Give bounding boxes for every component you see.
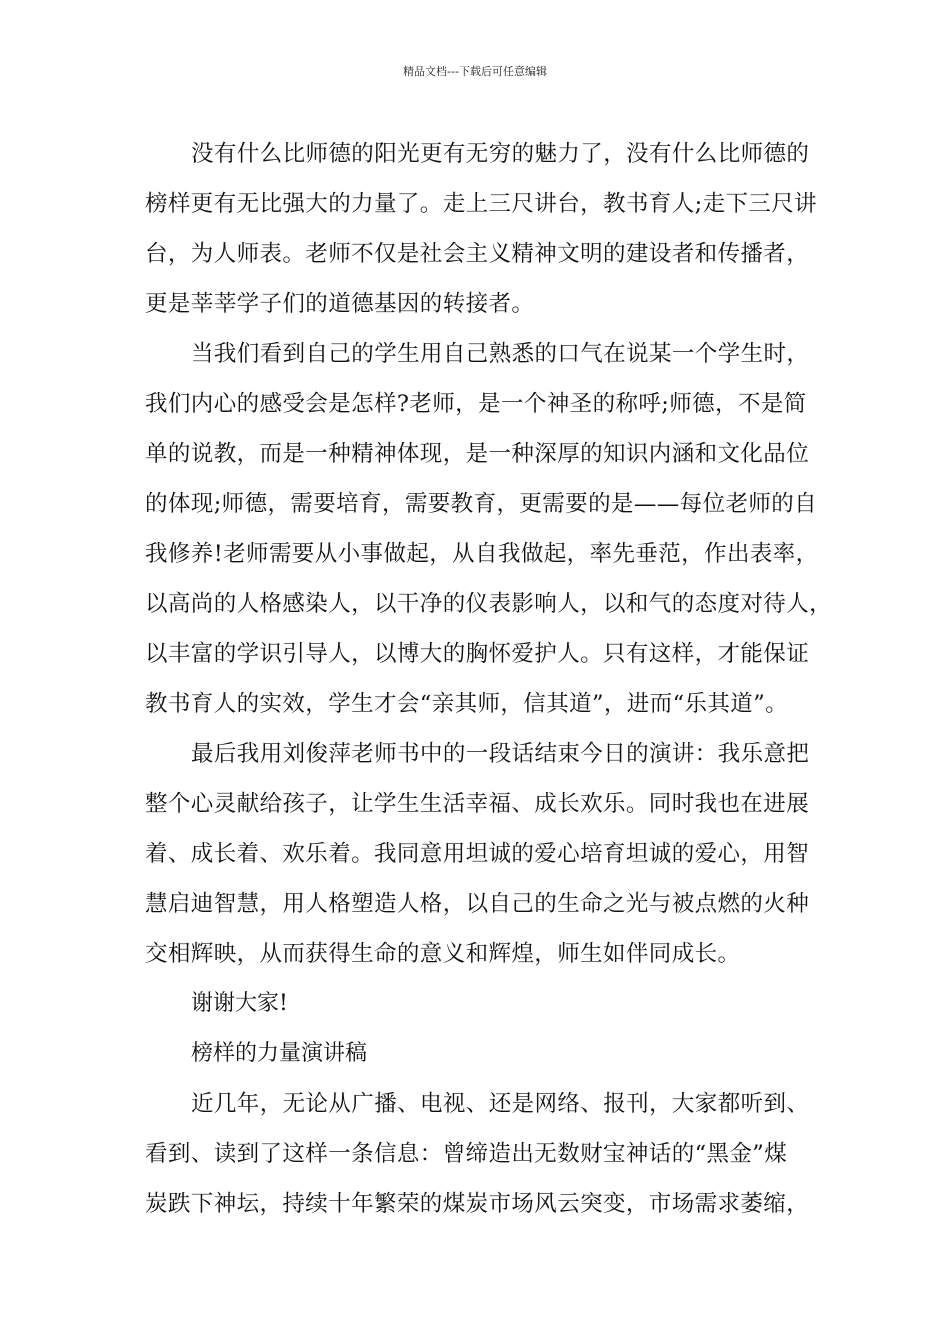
paragraph-1: [145, 129, 827, 329]
paragraph-2: [145, 329, 833, 729]
paragraph-line: 当我们看到自己的学生用自己熟悉的口气在说某一个学生时，: [191, 341, 810, 367]
paragraph-line: 我修养!老师需要从小事做起，从自我做起，率先垂范，作出表率，: [145, 541, 819, 567]
speech-title: 榜样的力量演讲稿: [191, 1041, 368, 1066]
paragraph-line: 教书育人的实效，学生才会“亲其师，信其道”，进而“乐其道”。: [145, 691, 789, 717]
paragraph-line: 我们内心的感受会是怎样?老师，是一个神圣的称呼;师德，不是简: [145, 391, 807, 417]
document-body: [145, 129, 833, 1229]
paragraph-line: 整个心灵献给孩子，让学生生活幸福、成长欢乐。同时我也在进展: [145, 791, 810, 817]
paragraph-line: 以高尚的人格感染人，以干净的仪表影响人，以和气的态度对待人，: [145, 591, 833, 617]
paragraph-line: 交相辉映，从而获得生命的意义和辉煌，师生如伴同成长。: [145, 941, 741, 967]
paragraph-4: [145, 1079, 827, 1229]
paragraph-line: 台，为人师表。老师不仅是社会主义精神文明的建设者和传播者，: [145, 241, 810, 267]
page-header: 精品文档---下载后可任意编辑: [403, 65, 547, 78]
paragraph-line: 看到、读到了这样一条信息：曾缔造出无数财宝神话的“黑金”煤: [145, 1141, 788, 1167]
paragraph-line: 的体现;师德，需要培育，需要教育，更需要的是——每位老师的自: [145, 491, 818, 517]
paragraph-line: 最后我用刘俊萍老师书中的一段话结束今日的演讲：我乐意把: [191, 741, 810, 767]
thanks-line: 谢谢大家!: [191, 991, 288, 1016]
paragraph-line: 榜样更有无比强大的力量了。走上三尺讲台，教书育人;走下三尺讲: [145, 191, 818, 217]
paragraph-line: 炭跌下神坛，持续十年繁荣的煤炭市场风云突变，市场需求萎缩，: [145, 1191, 810, 1217]
paragraph-line: 着、成长着、欢乐着。我同意用坦诚的爱心培育坦诚的爱心，用智: [145, 841, 810, 867]
paragraph-line: 单的说教，而是一种精神体现，是一种深厚的知识内涵和文化品位: [145, 441, 810, 467]
paragraph-line: 以丰富的学识引导人，以博大的胸怀爱护人。只有这样，才能保证: [145, 641, 810, 667]
paragraph-line: 更是莘莘学子们的道德基因的转接者。: [145, 291, 535, 317]
paragraph-line: 近几年，无论从广播、电视、还是网络、报刊，大家都听到、: [191, 1091, 810, 1117]
paragraph-line: 慧启迪智慧，用人格塑造人格，以自己的生命之光与被点燃的火种: [145, 891, 810, 917]
paragraph-line: 没有什么比师德的阳光更有无穷的魅力了，没有什么比师德的: [191, 141, 810, 167]
paragraph-3: [145, 729, 827, 979]
